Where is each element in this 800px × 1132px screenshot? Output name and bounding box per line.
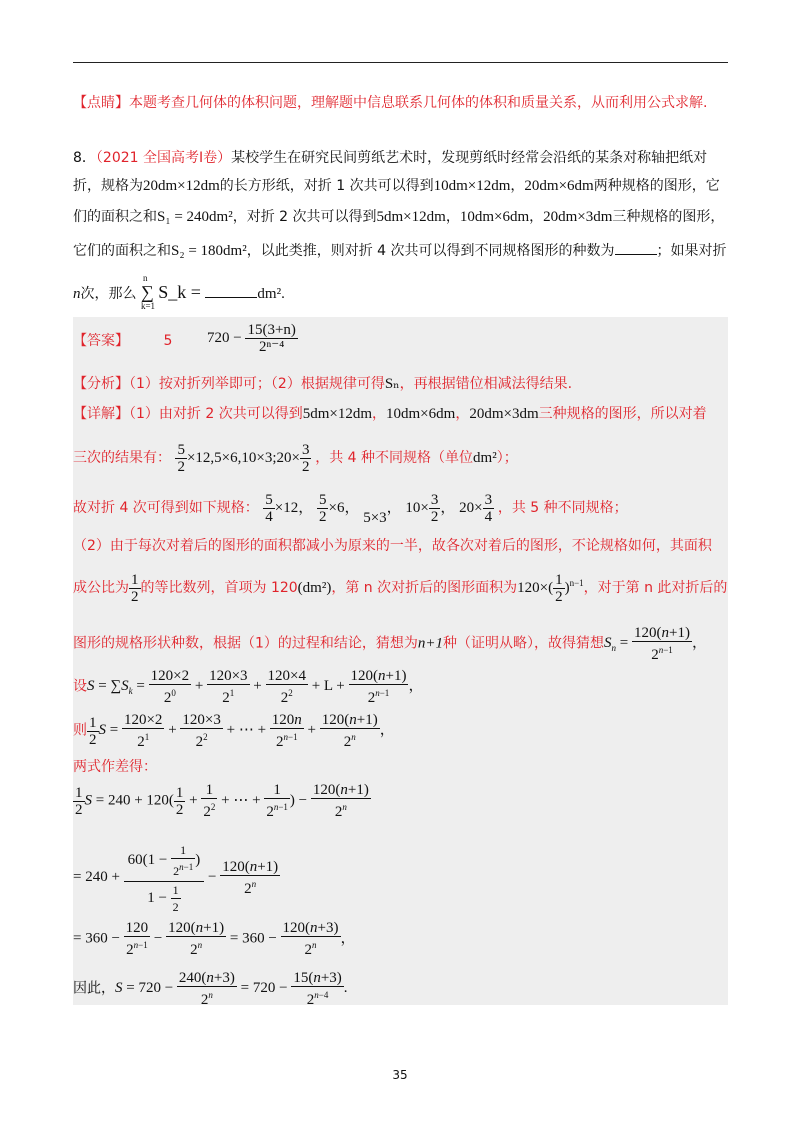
problem-math: n xyxy=(73,286,81,302)
problem-math: dm². xyxy=(257,286,285,302)
problem-text: 折，规格为 xyxy=(73,178,143,194)
answer-blank-1[interactable] xyxy=(615,242,657,255)
detail-text: ， xyxy=(455,406,470,422)
dianjing-label: 【点睛】 xyxy=(73,95,129,111)
analysis-label: 【分析】 xyxy=(73,376,129,392)
detail-math-body: ×12,5×6,10×3;20× xyxy=(186,449,300,466)
problem-text: ， xyxy=(445,209,460,225)
problem-math: 5dm×12dm xyxy=(376,209,446,225)
sum-body: ∑ S_k = xyxy=(140,282,201,302)
dianjing-text: 本题考查几何体的体积问题，理解题中信息联系几何体的体积和质量关系，从而利用公式求解. xyxy=(129,95,708,111)
detail-text: 三种规格的图形，所以对着 xyxy=(538,406,707,422)
answer-lead: 720 − xyxy=(207,329,242,346)
detail-text: 成公比为 xyxy=(73,579,129,596)
detail-line-12: = 360 − $\frac{120}{2^{n-1}}$ − $\frac{120(n+1)}{2^n}$ = 360 − $\frac{120(n+3)}{2^n}$ ， xyxy=(73,920,356,958)
problem-number: 8． xyxy=(73,150,96,166)
problem-text: 某校学生在研究民间剪纸艺术时，发现剪纸时经常会沿纸的某条对称轴把纸对 xyxy=(231,150,708,166)
analysis-line xyxy=(73,374,572,394)
detail-line-13: 因此，S = 720 − $\frac{240(n+3)}{2^n}$ = 720 − $\frac{15(n+3)}{2^{n-4}}$ . xyxy=(73,970,348,1008)
answer-blank-2[interactable] xyxy=(205,285,257,298)
detail-math: $\frac{5}{2}$ ×12,5×6,10×3;20× $\frac{3}{2}$ xyxy=(177,442,310,475)
sum-bottom: k=1 xyxy=(140,301,156,311)
detail-text: 三次的结果有： xyxy=(73,449,171,466)
problem-line-3 xyxy=(73,207,724,227)
problem-line-5 xyxy=(73,273,285,311)
detail-line-3 xyxy=(73,492,628,525)
detail-line-10: $\frac{1}{2}$ S = 240 + 120( $\frac{1}{2}$ + $\frac{1}{2^2}$ + ⋯ + $\frac{1}{2^{n-1}}$ ) − $\frac{120(n+1)}{2^n}$ xyxy=(75,782,369,820)
detail-text: ）； xyxy=(496,449,518,466)
problem-text: ，对折 2 次共可以得到 xyxy=(232,209,377,225)
detail-line-2 xyxy=(73,442,518,475)
problem-math: 20dm×6dm xyxy=(524,178,594,194)
analysis-math: Sₙ xyxy=(384,376,400,392)
problem-math: S₁ = 240dm² xyxy=(157,209,233,225)
detail-line-6: 图形的规格形状种数，根据（1）的过程和结论，猜想为n+1种（证明从略），故得猜想$S_n$ = $\frac{120(n+1)}{2^{n-1}}$ ， xyxy=(73,625,707,663)
detail-text: 故对折 4 次可得到如下规格： xyxy=(73,499,259,516)
detail-text: ，共 5 种不同规格； xyxy=(497,499,628,516)
answer-den: 2ⁿ⁻⁴ xyxy=(259,339,285,355)
detail-unit: (dm²) xyxy=(297,579,332,596)
detail-text: 的等比数列，首项为 120 xyxy=(140,579,298,596)
problem-line-4 xyxy=(73,241,727,261)
detail-math: 10dm×6dm xyxy=(386,406,456,422)
problem-text: ，以此类推，则对折 4 次共可以得到不同规格图形的种数为 xyxy=(246,243,615,259)
answer-value-1: 5 xyxy=(163,333,173,349)
detail-unit: dm² xyxy=(473,449,497,466)
detail-text: 两式作差得： xyxy=(73,759,157,775)
problem-source: （2021 全国高考Ⅰ卷） xyxy=(95,150,232,166)
detail-text: 种（证明从略），故得猜想 xyxy=(443,635,605,652)
problem-line-2 xyxy=(73,176,720,196)
sum-expression xyxy=(140,273,201,311)
detail-text: ，第 n 次对折后的图形面积为 xyxy=(331,579,518,596)
problem-text: ， xyxy=(510,178,525,194)
problem-text: ， xyxy=(529,209,544,225)
detail-label: 【详解】 xyxy=(73,406,129,422)
problem-text: 它们的面积之和 xyxy=(73,243,171,259)
analysis-text: ，再根据错位相减法得结果. xyxy=(399,376,573,392)
detail-text: 图形的规格形状种数，根据（1）的过程和结论，猜想为 xyxy=(73,635,418,652)
detail-line-8: 则 $\frac{1}{2}$ S = $\frac{120\times 2}{2^1}$ + $\frac{120\times 3}{2^2}$ + ⋯ + $\frac{120n}{2^{n-1}}$ + $\frac{120(n+1)}{2^n}$ ， xyxy=(73,712,395,750)
problem-text: 三种规格的图形， xyxy=(612,209,725,225)
analysis-text: （1）按对折列举即可；（2）根据规律可得 xyxy=(129,376,385,392)
detail-text: （1）由对折 2 次共可以得到 xyxy=(129,406,303,422)
problem-math: S₂ = 180dm² xyxy=(171,243,247,259)
problem-text: 的长方形纸，对折 1 次共可以得到 xyxy=(219,178,434,194)
problem-line-1 xyxy=(73,148,707,168)
detail-text: 因此， xyxy=(73,980,115,997)
detail-line-11: = 240 + 60(1 − $\frac{1}{2^{n-1}}$ ) 1 − $\frac{1}{2}$ − $\frac{120(n+1)}{2^n}$ xyxy=(73,840,280,915)
detail-math: 5dm×12dm xyxy=(302,406,373,422)
detail-text: 则 xyxy=(73,722,87,739)
header-rule xyxy=(73,62,728,63)
problem-text: 次，那么 xyxy=(80,286,137,302)
problem-math: 20dm×3dm xyxy=(543,209,613,225)
problem-text: 两种规格的图形，它 xyxy=(593,178,720,194)
detail-text: ， xyxy=(372,406,387,422)
detail-line-1 xyxy=(73,404,707,424)
answer-value-2 xyxy=(207,322,298,355)
detail-line-7: 设$S = \sum S_k$ = $\frac{120\times 2}{2^0}$ + $\frac{120\times 3}{2^1}$ + $\frac{120\times 4}{2^2}$ + L + $\frac{120(n+1)}{2^{n-1}}$ ， xyxy=(73,668,424,706)
detail-line-9 xyxy=(73,757,157,777)
detail-line-4 xyxy=(73,536,712,556)
problem-math: 20dm×12dm xyxy=(143,178,220,194)
dianjing-line xyxy=(73,93,707,113)
problem-math: 10dm×6dm xyxy=(459,209,530,225)
detail-line-5: 成公比为 $\frac{1}{2}$ 的等比数列，首项为 120(dm²)，第 n 次对折后的图形面积为120×( $\frac{1}{2}$ )$^{n-1}$，对于第 n 此对折后的 xyxy=(73,572,728,605)
answer-num: 15(3+n) xyxy=(247,322,296,338)
problem-text: ；如果对折 xyxy=(656,243,727,259)
detail-text: ，共 4 种不同规格（单位 xyxy=(315,449,474,466)
sum-top: n xyxy=(142,273,148,283)
problem-text: 们的面积之和 xyxy=(73,209,157,225)
detail-text: ，对于第 n 此对折后的 xyxy=(583,579,728,596)
answer-label: 【答案】 xyxy=(73,333,129,349)
detail-text: （2）由于每次对着后的图形的面积都减小为原来的一半，故各次对着后的图形，不论规格如何，其面积 xyxy=(73,538,712,554)
page-number: 35 xyxy=(392,1068,408,1082)
detail-math: 20dm×3dm xyxy=(469,406,539,422)
detail-text: 设 xyxy=(73,678,87,695)
detail-math: n+1 xyxy=(417,635,444,652)
answer-line xyxy=(73,331,172,351)
problem-math: 10dm×12dm xyxy=(433,178,511,194)
detail-math: $\frac{5}{4}$ ×12， $\frac{5}{2}$ ×6， 5×3， 10× $\frac{3}{2}$ ， 20× $\frac{3}{4}$ xyxy=(265,492,493,526)
